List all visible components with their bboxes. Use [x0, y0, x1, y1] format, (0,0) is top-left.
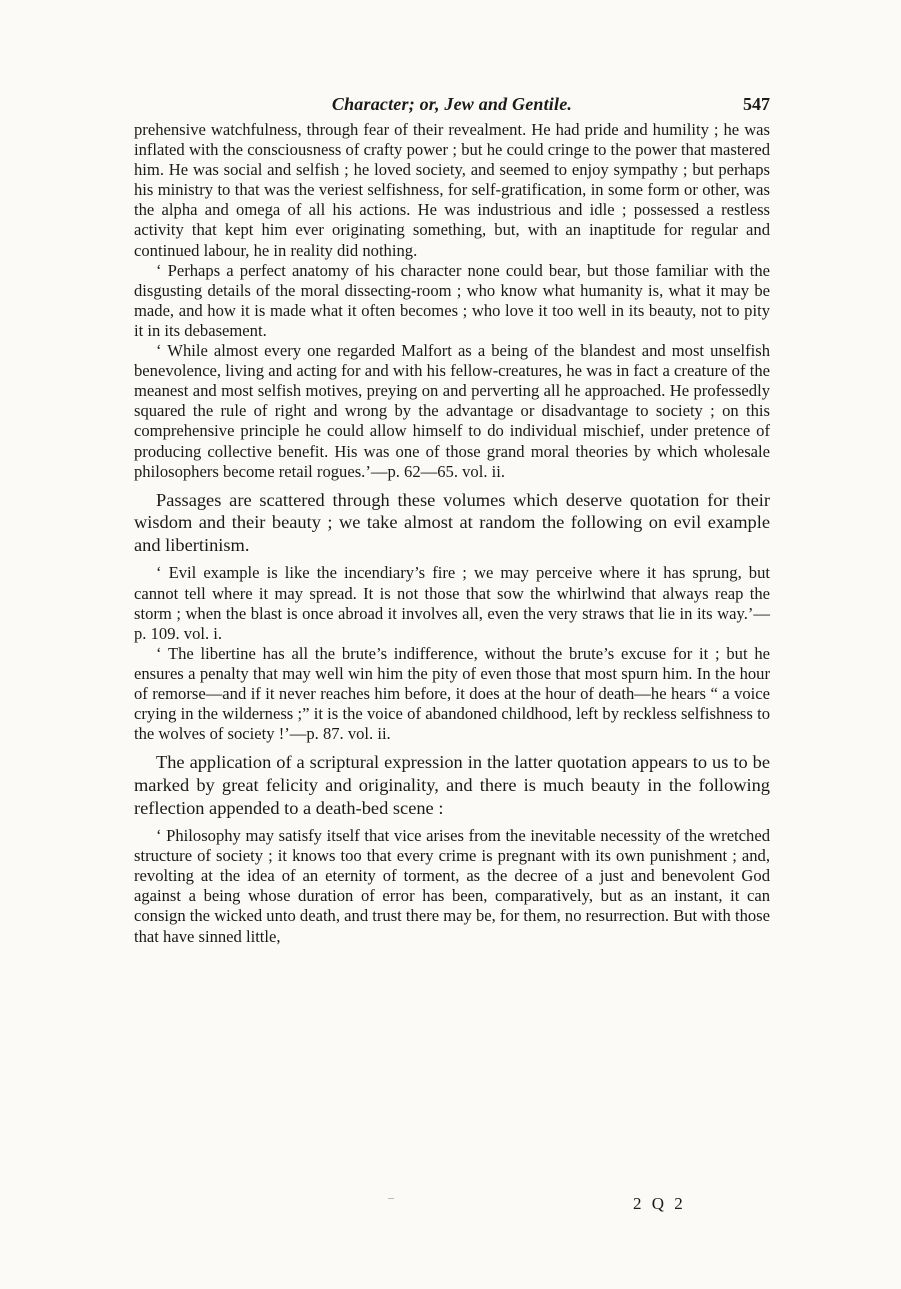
running-title: Character; or, Jew and Gentile. — [331, 94, 573, 114]
page-number: 547 — [743, 94, 770, 114]
paragraph-8: ‘ Philosophy may satisfy itself that vice arises from the inevitable necessity of the wretched structure of society ; it knows too that every crime is pregnant with its own punishment ; and, revolting at the idea of an eternity of torment, as the decree of a just and benevolent God against a being whose duration of error has been, comparatively, but as an instant, it can consign the wicked unto death, and trust there may be, for them, no resurrection. But with those that have sinned little, — [134, 826, 770, 946]
page-body — [134, 94, 770, 947]
signature-mark: 2 Q 2 — [633, 1194, 686, 1213]
paragraph-4: Passages are scattered through these volumes which deserve quotation for their wisdom and their beauty ; we take almost at random the following on evil example and libertinism. — [134, 489, 770, 555]
footer-mark — [388, 1198, 394, 1199]
paragraph-5: ‘ Evil example is like the incendiary’s fire ; we may perceive where it has sprung, but cannot tell where it may spread. It is not those that sow the whirlwind that always reap the storm ; when the blast is once abroad it involves all, even the very straws that lie in its way.’—p. 109. vol. i. — [134, 563, 770, 643]
paragraph-1: prehensive watchfulness, through fear of their revealment. He had pride and humility ; he was inflated with the consciousness of crafty power ; but he could cringe to the power that mastered him. He was social and selfish ; he loved society, and seemed to enjoy sympathy ; but perhaps his ministry to that was the veriest selfishness, for self-gratification, in some form or other, was the alpha and omega of all his actions. He was industrious and idle ; possessed a restless activity that kept him ever originating something, but, with an inaptitude for regular and continued labour, he in reality did nothing. — [134, 120, 770, 260]
paragraph-3: ‘ While almost every one regarded Malfort as a being of the blandest and most unselfish benevolence, living and acting for and with his fellow-creatures, he was in fact a creature of the meanest and most selfish motives, preying on and perverting all he approached. He professedly squared the rule of right and wrong by the advantage or disadvantage to society ; on this comprehensive principle he could allow himself to do individual mischief, under pretence of producing collective benefit. His was one of those grand moral theories by which wholesale philosophers become retail rogues.’—p. 62—65. vol. ii. — [134, 341, 770, 481]
paragraph-6: ‘ The libertine has all the brute’s indifference, without the brute’s excuse for it ; but he ensures a penalty that may well win him the pity of even those that most spurn him. In the hour of remorse—and if it never reaches him before, it does at the hour of death—he hears “ a voice crying in the wilderness ;” it is the voice of abandoned childhood, left by reckless selfishness to the wolves of society !’—p. 87. vol. ii. — [134, 643, 770, 744]
paragraph-2: ‘ Perhaps a perfect anatomy of his character none could bear, but those familiar with the disgusting details of the moral dissecting-room ; who know what humanity is, what it may be made, and how it is made what it often becomes ; who love it too well in its beauty, not to pity it in its debasement. — [134, 260, 770, 340]
running-head — [134, 94, 770, 120]
paragraph-7: The application of a scriptural expression in the latter quotation appears to us to be marked by great felicity and originality, and there is much beauty in the following reflection appended to a death-bed scene : — [134, 752, 770, 818]
